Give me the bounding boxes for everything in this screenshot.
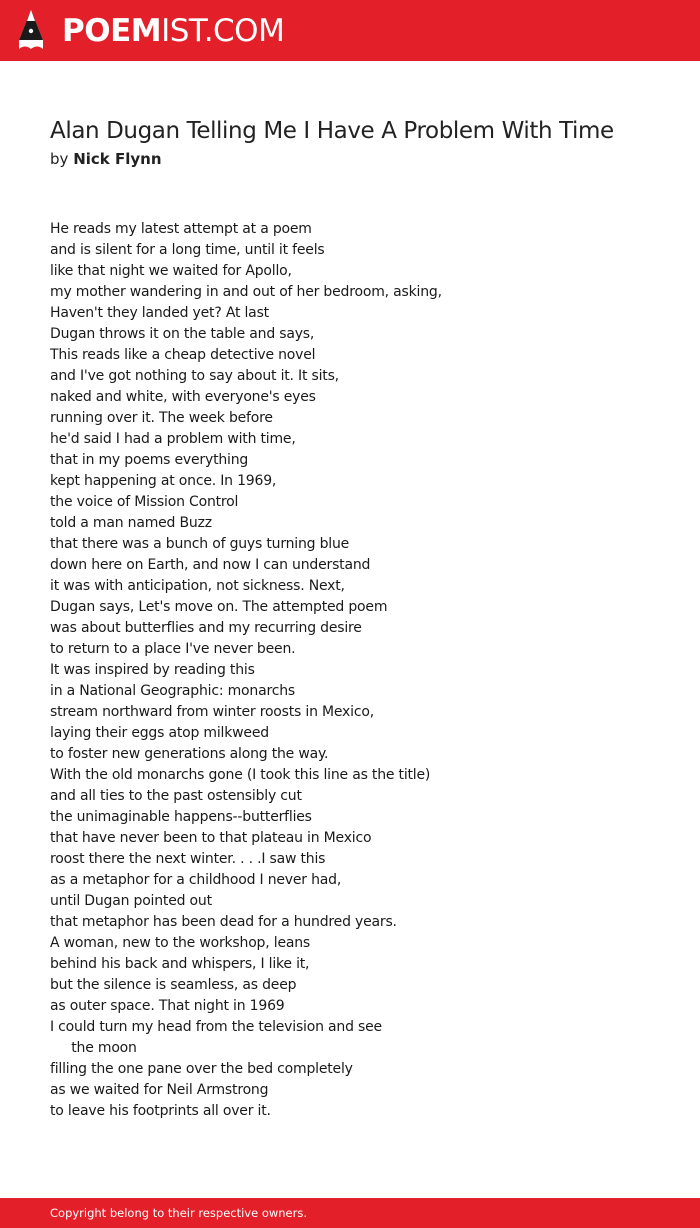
copyright-text: Copyright belong to their respective owners. (50, 1206, 308, 1220)
poem-line: told a man named Buzz (50, 515, 212, 531)
poem-author: Nick Flynn (73, 150, 162, 168)
poem-line: kept happening at once. In 1969, (50, 473, 277, 489)
site-footer (0, 1198, 700, 1228)
poem-line: to return to a place I've never been. (50, 641, 296, 657)
poem-line: that there was a bunch of guys turning blue (50, 536, 350, 552)
poem-line: behind his back and whispers, I like it, (50, 956, 310, 972)
poem-line: until Dugan pointed out (50, 893, 212, 909)
poem-line: This reads like a cheap detective novel (50, 347, 316, 363)
logo-bold-text: POEM (62, 13, 162, 49)
poem-line: roost there the next winter. . . .I saw this (50, 851, 326, 867)
poem-line: down here on Earth, and now I can understand (50, 557, 371, 573)
poem-line: and is silent for a long time, until it feels (50, 242, 325, 258)
poem-line: like that night we waited for Apollo, (50, 263, 292, 279)
poem-line: I could turn my head from the television and see (50, 1019, 382, 1035)
poem-line: but the silence is seamless, as deep (50, 977, 297, 993)
by-label: by (50, 150, 69, 168)
poem-line: to foster new generations along the way. (50, 746, 329, 762)
poem-line: and I've got nothing to say about it. It sits, (50, 368, 339, 384)
poem-line: the moon (50, 1040, 137, 1056)
poem-line: He reads my latest attempt at a poem (50, 221, 312, 237)
poem-line: Dugan throws it on the table and says, (50, 326, 315, 342)
poem-line: as we waited for Neil Armstrong (50, 1082, 269, 1098)
poem-line: and all ties to the past ostensibly cut (50, 788, 302, 804)
poem-line: it was with anticipation, not sickness. Next, (50, 578, 345, 594)
poem-line: to leave his footprints all over it. (50, 1103, 271, 1119)
site-header (0, 0, 700, 61)
poem-line: as outer space. That night in 1969 (50, 998, 285, 1014)
poem-title: Alan Dugan Telling Me I Have A Problem With Time (50, 118, 614, 144)
poem-line: filling the one pane over the bed completely (50, 1061, 353, 1077)
poem-line: in a National Geographic: monarchs (50, 683, 295, 699)
poem-body (50, 219, 670, 1122)
poem-line: the voice of Mission Control (50, 494, 239, 510)
poem-line: stream northward from winter roosts in Mexico, (50, 704, 374, 720)
poem-line: my mother wandering in and out of her bedroom, asking, (50, 284, 442, 300)
poem-line: laying their eggs atop milkweed (50, 725, 269, 741)
poem-line: A woman, new to the workshop, leans (50, 935, 310, 951)
logo-light-text: IST.COM (161, 13, 285, 49)
poem-line: Haven't they landed yet? At last (50, 305, 269, 321)
poem-line: that in my poems everything (50, 452, 249, 468)
poem-line: running over it. The week before (50, 410, 273, 426)
poem-line: that metaphor has been dead for a hundred years. (50, 914, 397, 930)
poem-line: naked and white, with everyone's eyes (50, 389, 316, 405)
poem-line: Dugan says, Let's move on. The attempted poem (50, 599, 388, 615)
pen-nib-icon[interactable] (17, 9, 45, 52)
poem-line: the unimaginable happens--butterflies (50, 809, 312, 825)
poem-line: that have never been to that plateau in Mexico (50, 830, 372, 846)
poem-line: was about butterflies and my recurring desire (50, 620, 362, 636)
site-logo[interactable] (62, 11, 284, 51)
poem-line: he'd said I had a problem with time, (50, 431, 296, 447)
poem-line: It was inspired by reading this (50, 662, 255, 678)
poem-line: With the old monarchs gone (I took this line as the title) (50, 767, 431, 783)
poem-line: as a metaphor for a childhood I never had, (50, 872, 342, 888)
poem-byline (50, 147, 162, 171)
